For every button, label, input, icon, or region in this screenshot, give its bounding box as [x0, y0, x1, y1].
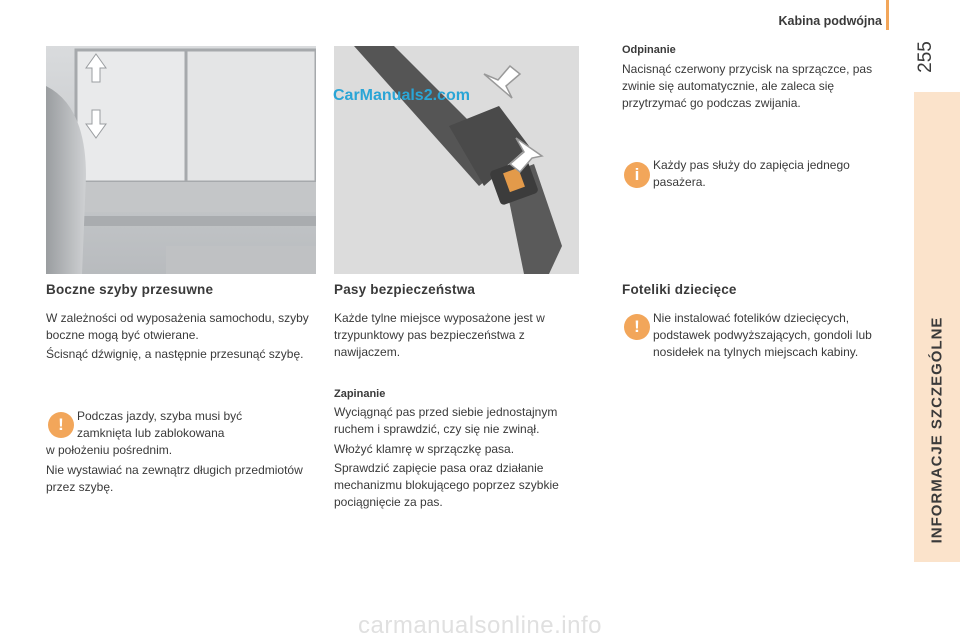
warning-icon: ! [48, 412, 74, 438]
sliding-windows-p3: Nie wystawiać na zewnątrz długich przedmiotów przez szybę. [46, 463, 303, 494]
fastening-p4: Sprawdzić zapięcie pasa oraz działanie mechanizmu blokującego poprzez szybkie pociągnięcie za pas. [334, 461, 559, 509]
header-accent-bar [886, 0, 889, 30]
watermark-carmanuals: CarManuals2.com [333, 87, 470, 104]
fastening-p2: Wyciągnąć pas przed siebie jednostajnym ruchem i sprawdzić, czy się nie zwinął. [334, 405, 558, 436]
fastening-p3: Włożyć klamrę w sprzączkę pasa. [334, 442, 515, 456]
unfastening-p1: Nacisnąć czerwony przycisk na sprzączce, pas zwinie się automatycznie, ale zaleca się przytrzymać go podczas zwijania. [622, 62, 873, 110]
child-seats-warning: Nie instalować fotelików dziecięcych, podstawek podwyższających, gondoli lub nosidełek na tylnych miejscach kabiny. [653, 311, 872, 359]
seat-belts-heading: Pasy bezpieczeństwa [334, 282, 476, 297]
sliding-windows-warning-cont: w położeniu pośrednim. [46, 443, 173, 457]
child-seats-heading: Foteliki dziecięce [622, 282, 737, 297]
sliding-window-illustration [46, 46, 316, 274]
page-header-title: Kabina podwójna [778, 14, 882, 28]
belt-info-text: Każdy pas służy do zapięcia jednego pasażera. [653, 158, 850, 189]
sliding-windows-p2: Ścisnąć dźwignię, a następnie przesunąć szybę. [46, 347, 304, 361]
sliding-windows-heading: Boczne szyby przesuwne [46, 282, 214, 297]
sliding-windows-p1: W zależności od wyposażenia samochodu, szyby boczne mogą być otwierane. [46, 311, 309, 342]
seat-belts-p1: Każde tylne miejsce wyposażone jest w trzypunktowy pas bezpieczeństwa z nawijaczem. [334, 311, 545, 359]
seat-belt-illustration [334, 46, 579, 274]
warning-icon: ! [624, 314, 650, 340]
section-side-label: INFORMACJE SZCZEGÓLNE [928, 316, 946, 544]
fastening-subheading: Zapinanie [334, 388, 386, 400]
sliding-windows-warning: Podczas jazdy, szyba musi być zamknięta lub zablokowana [77, 409, 243, 440]
info-icon: i [624, 162, 650, 188]
page-number: 255 [915, 41, 936, 73]
unfastening-subheading: Odpinanie [622, 44, 676, 56]
footer-watermark: carmanualsonline.info [358, 612, 602, 639]
